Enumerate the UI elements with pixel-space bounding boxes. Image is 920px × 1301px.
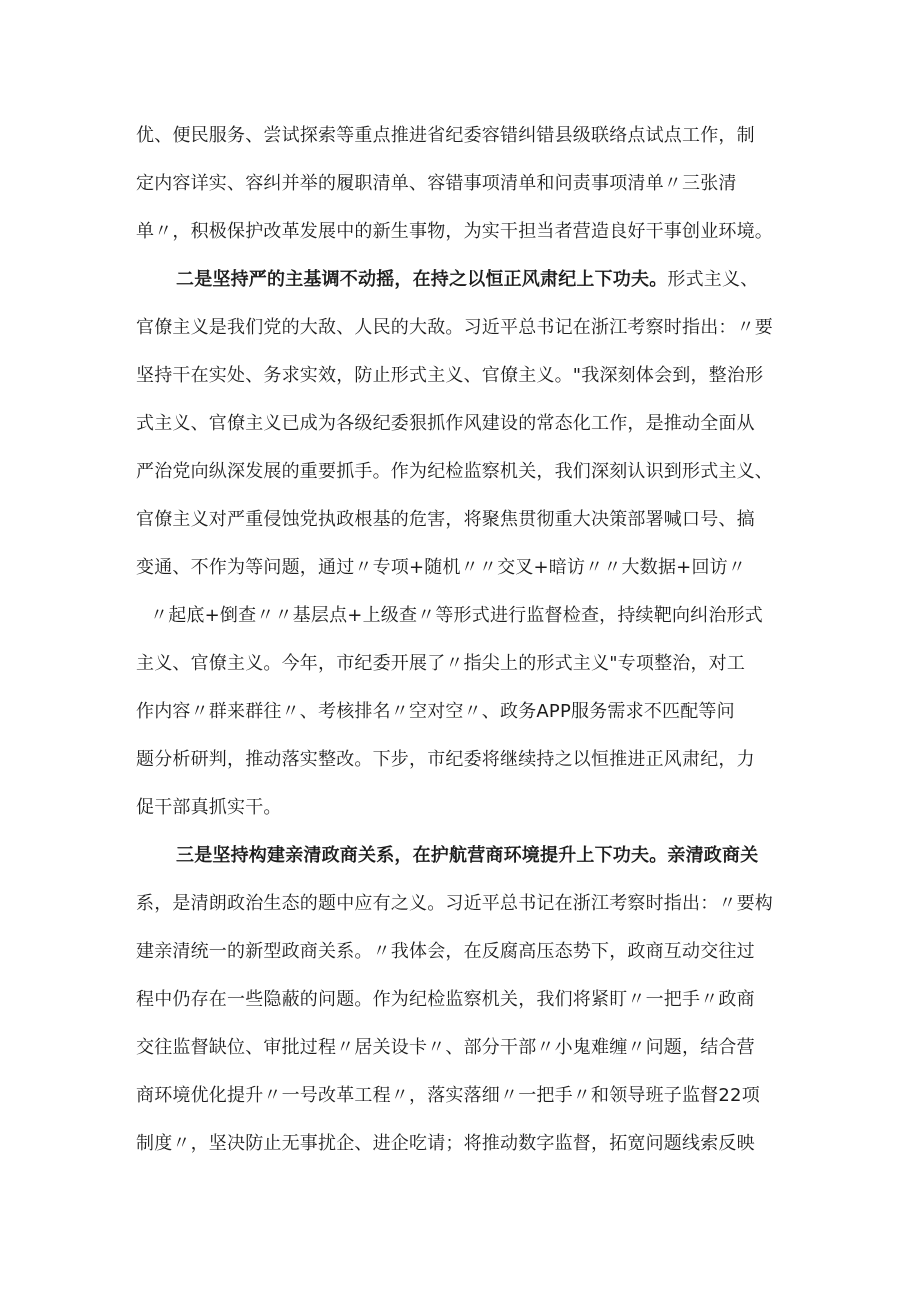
text-line-6: 坚持干在实处、务求实效，防止形式主义、官僚主义。"我深刻体会到，整治形 <box>136 365 764 386</box>
text-line-13: 作内容〃群来群往〃、考核排名〃空对空〃、政务APP服务需求不匹配等问 <box>136 701 735 722</box>
text-line-12: 主义、官僚主义。今年，市纪委开展了〃指尖上的形式主义"专项整治，对工 <box>136 653 746 674</box>
text-line-8: 严治党向纵深发展的重要抓手。作为纪检监察机关，我们深刻认识到形式主义、 <box>136 461 773 482</box>
text-line-17: 系，是清朗政治生态的题中应有之义。习近平总书记在浙江考察时指出：〃要构 <box>136 893 773 914</box>
text-line-5: 官僚主义是我们党的大敌、人民的大敌。习近平总书记在浙江考察时指出：〃要 <box>136 317 773 338</box>
text-line-10: 变通、不作为等问题，通过〃专项+随机〃〃交叉+暗访〃〃大数据+回访〃 <box>136 557 747 578</box>
heading-second-point: 二是坚持严的主基调不动摇，在持之以恒正风肃纪上下功夫。 <box>176 269 668 290</box>
text-line-1: 优、便民服务、尝试探索等重点推进省纪委容错纠错县级联络点试点工作，制 <box>136 125 755 146</box>
text-line-15: 促干部真抓实干。 <box>136 797 282 818</box>
paragraph-3-first-line <box>176 844 758 868</box>
text-line-22: 制度〃，坚决防止无事扰企、进企吃请；将推动数字监督，拓宽问题线索反映 <box>136 1133 755 1154</box>
text-line-9: 官僚主义对严重侵蚀党执政根基的危害，将聚焦贯彻重大决策部署喊口号、搞 <box>136 509 755 530</box>
text-line-20: 交往监督缺位、审批过程〃居关设卡〃、部分干部〃小鬼难缠〃问题，结合营 <box>136 1037 755 1058</box>
text-line-21: 商环境优化提升〃一号改革工程〃，落实落细〃一把手〃和领导班子监督22项 <box>136 1085 760 1106</box>
text-line-7: 式主义、官僚主义已成为各级纪委狠抓作风建设的常态化工作，是推动全面从 <box>136 413 755 434</box>
text-line-16: 亲清政商关 <box>667 845 759 866</box>
text-line-14: 题分析研判，推动落实整改。下步，市纪委将继续持之以恒推进正风肃纪，力 <box>136 749 755 770</box>
paragraph-2-first-line <box>176 268 758 292</box>
text-line-3: 单〃，积极保护改革发展中的新生事物，为实干担当者营造良好干事创业环境。 <box>136 221 773 242</box>
text-line-19: 程中仍存在一些隐蔽的问题。作为纪检监察机关，我们将紧盯〃一把手〃政商 <box>136 989 755 1010</box>
text-line-2: 定内容详实、容纠并举的履职清单、容错事项清单和问责事项清单〃三张清 <box>136 173 737 194</box>
text-line-4: 形式主义、 <box>667 269 759 290</box>
heading-third-point: 三是坚持构建亲清政商关系，在护航营商环境提升上下功夫。 <box>176 845 668 866</box>
text-line-18: 建亲清统一的新型政商关系。〃我体会，在反腐高压态势下，政商互动交往过 <box>136 941 755 962</box>
text-line-11: 〃起底+倒查〃〃基层点+上级查〃等形式进行监督检查，持续靶向纠治形式 <box>150 605 763 626</box>
